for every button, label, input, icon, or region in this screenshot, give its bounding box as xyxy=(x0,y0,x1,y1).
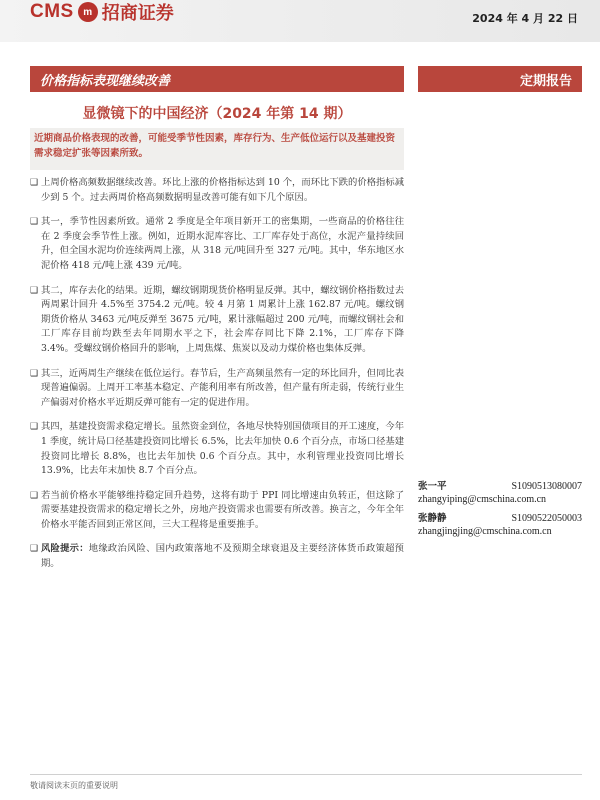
author-block xyxy=(418,480,582,544)
checkbox-bullet-icon: ❑ xyxy=(30,368,39,379)
checkbox-bullet-icon: ❑ xyxy=(30,178,39,188)
bullet-item xyxy=(30,367,404,411)
summary-box xyxy=(30,128,404,170)
bullet-item xyxy=(30,176,404,205)
checkbox-bullet-icon: ❑ xyxy=(30,544,39,555)
summary-text: 近期商品价格表现的改善，可能受季节性因素，库存行为、生产低位运行以及基建投资需求稳定扩张等因素所致。 xyxy=(34,133,396,159)
report-title: 显微镜下的中国经济（2024 年第 14 期） xyxy=(82,106,352,122)
bullet-text: 其一，季节性因素所致。通常 2 季度是全年项目新开工的密集期，一些商品的价格往往在 2 季度会季节性上涨。例如，近期水泥库容比、工厂库存处于高位，水泥产量持续回升，但全国水泥均价连续两周上涨，从 318 元/吨回升至 327 元/吨。其中，华东地区水泥价格 418 元/吨上涨 439 元/吨。 xyxy=(41,216,404,271)
report-type-label: 定期报告 xyxy=(418,66,582,92)
bullet-text: 上周价格高频数据继续改善。环比上涨的价格指标达到 10 个，而环比下跌的价格指标减少到 5 个。过去两周价格高频数据明显改善可能有如下几个原因。 xyxy=(41,177,404,203)
bullet-item xyxy=(30,489,404,533)
author-row xyxy=(418,480,582,493)
risk-item xyxy=(30,542,404,571)
author-name: 张一平 xyxy=(418,481,447,492)
author-email-link[interactable]: zhangyiping@cmschina.com.cn xyxy=(418,494,547,505)
footer-divider xyxy=(30,774,582,775)
section-title: 价格指标表现继续改善 xyxy=(30,66,404,92)
author-row xyxy=(418,512,582,525)
bullet-text: 其三，近两周生产继续在低位运行。春节后，生产高频虽然有一定的环比回升，但同比表现普遍偏弱。上周开工率基本稳定、产能利用率有所改善，但产量有所走弱，传统行业生产偏弱对价格水平近期反弹可能有一定的促进作用。 xyxy=(41,367,404,408)
checkbox-bullet-icon: ❑ xyxy=(30,422,39,433)
checkbox-bullet-icon: ❑ xyxy=(30,490,39,501)
bullet-text: 其二，库存去化的结果。近期，螺纹钢期现货价格明显反弹。其中，螺纹钢价格指数过去两周累计回升 4.5%至 3754.2 元/吨。较 4 月第 1 周累计上涨 162.87 元/吨。螺纹钢期货价格从 3463 元/吨反弹至 3675 元/吨，累计涨幅超过 200 元/吨，而螺纹钢社会和工厂库存目前均跌至去年同期水平之下，社会库存同比下降 2.1%，工厂库存下降 3.4%。受螺纹钢价格回升的影响，上周焦煤、焦炭以及动力煤价格也集体反弹。 xyxy=(41,284,404,354)
footer-note: 敬请阅读末页的重要说明 xyxy=(30,781,118,790)
bullet-text: 其四，基建投资需求稳定增长。虽然资金到位，各地尽快特别国债项目的开工速度，今年 1 季度，统计局口径基建投资同比增长 6.5%，比去年加快 0.6 个百分点，市场口径基建投资同比增长 8.8%，也比去年加快 0.6 个百分点。其中，水利管理业投资同比增长 13.9%，比去年末加快 8.7 个百分点。 xyxy=(41,421,404,477)
checkbox-bullet-icon: ❑ xyxy=(30,217,39,228)
bullet-text: 若当前价格水平能够维持稳定回升趋势，这将有助于 PPI 同比增速由负转正，但这除了需要基建投资需求的稳定增长之外，房地产投资需求也需要有所改善。换言之，今年全年价格水平能否回到正常区间，三大工程将是重要推手。 xyxy=(41,489,404,530)
bullet-list xyxy=(30,176,404,572)
risk-text-wrap xyxy=(41,542,404,571)
checkbox-bullet-icon: ❑ xyxy=(30,285,39,296)
risk-label: 风险提示： xyxy=(41,543,89,555)
author-email-link[interactable]: zhangjingjing@cmschina.com.cn xyxy=(418,526,552,537)
bullet-item xyxy=(30,215,404,273)
logo-text-en: CMS xyxy=(30,1,74,22)
risk-text: 地缘政治风险、国内政策落地不及预期全球衰退及主要经济体货币政策超预期。 xyxy=(41,543,404,570)
report-date: 2024 年 4 月 22 日 xyxy=(472,12,578,25)
author-id: S1090522050003 xyxy=(511,513,582,524)
author-name: 张静静 xyxy=(418,513,447,524)
page-header xyxy=(0,0,600,42)
bullet-item xyxy=(30,420,404,478)
bullet-item xyxy=(30,284,404,357)
logo-seal-icon: m xyxy=(78,2,98,22)
logo-text-cn: 招商证券 xyxy=(101,3,174,24)
author-id: S1090513080007 xyxy=(511,481,582,492)
cms-logo xyxy=(30,0,174,24)
